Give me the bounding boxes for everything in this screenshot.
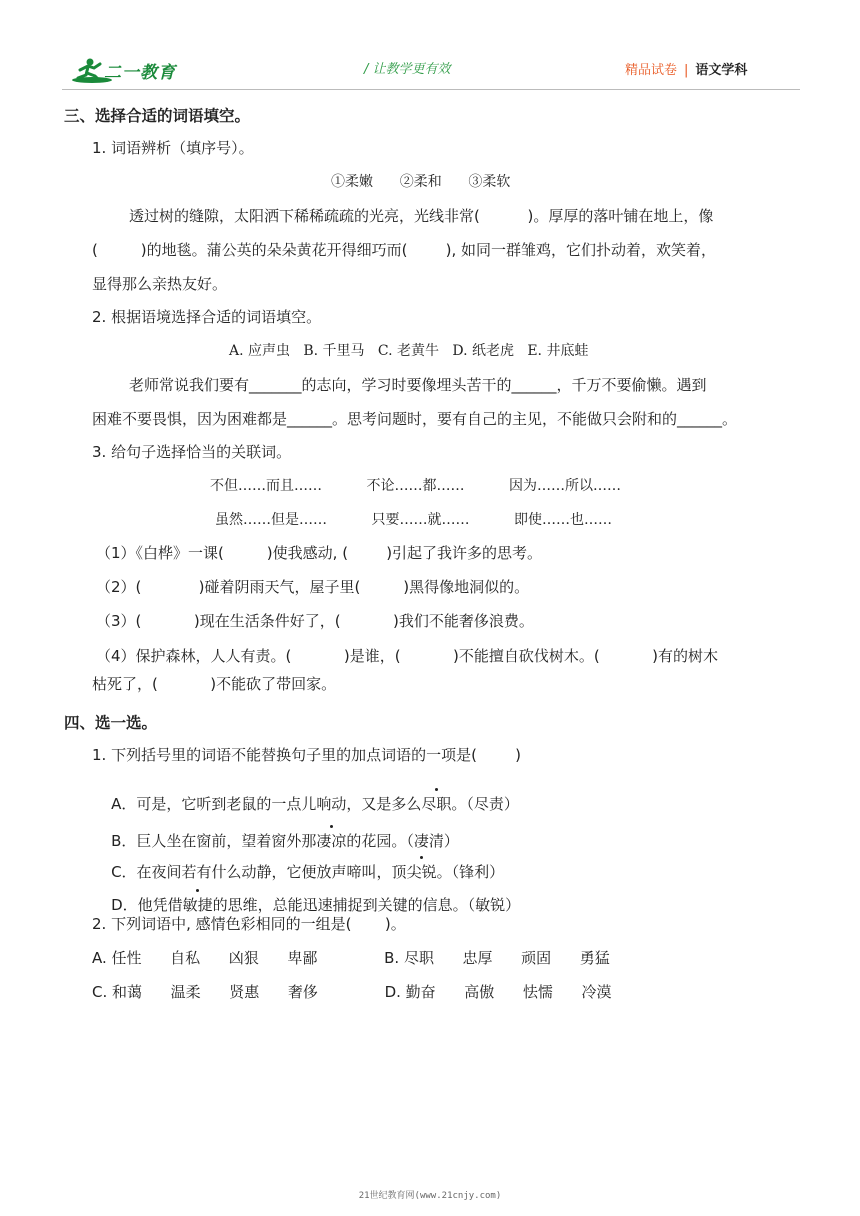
question-3-2-prompt: 2. 根据语境选择合适的词语填空。 bbox=[92, 308, 322, 326]
page-header bbox=[0, 0, 860, 95]
question-3-2-text-line2: 困难不要畏惧，因为困难都是______。思考问题时，要有自己的主见，不能做只会附和的______。 bbox=[92, 410, 738, 428]
question-4-2-prompt: 2. 下列词语中, 感情色彩相同的一组是( )。 bbox=[92, 915, 406, 933]
header-subject: 语文学科 bbox=[695, 63, 748, 78]
section-title-4: 四、选一选。 bbox=[64, 714, 158, 732]
question-3-3-options-row1: 不但……而且…… 不论……都…… 因为……所以…… bbox=[210, 478, 622, 494]
question-3-3-options-row2: 虽然……但是…… 只要……就…… 即使……也…… bbox=[215, 512, 613, 528]
header-separator: | bbox=[684, 63, 689, 78]
question-3-2-text-line1: 老师常说我们要有_______的志向，学习时要像埋头苦干的______，千万不要偷懒。遇到 bbox=[129, 376, 707, 394]
question-3-1-text-line2: ( )的地毯。蒲公英的朵朵黄花开得细巧而( ), 如同一群雏鸡，它们扑动着，欢笑着， bbox=[92, 241, 717, 259]
header-right bbox=[625, 59, 747, 78]
header-slogan: / 让教学更有效 bbox=[364, 62, 451, 77]
option-b-suffix: 的花园。（凄清） bbox=[346, 832, 459, 850]
question-4-2-options-row2: C. 和蔼 温柔 贤惠 奢侈 D. 勤奋 高傲 怯懦 冷漠 bbox=[92, 983, 612, 1001]
question-3-3-sentence-1: （1）《白桦》一课( )使我感动, ( )引起了我许多的思考。 bbox=[96, 544, 543, 562]
question-3-3-sentence-3: （3）( )现在生活条件好了，( )我们不能奢侈浪费。 bbox=[96, 612, 534, 630]
option-b-dotted-word: 凄凉 bbox=[316, 832, 347, 850]
question-4-1-prompt: 1. 下列括号里的词语不能替换句子里的加点词语的一项是( ) bbox=[92, 746, 521, 764]
question-3-1-options: ①柔嫩 ②柔和 ③柔软 bbox=[331, 174, 511, 190]
option-c-dotted-word: 尖锐 bbox=[406, 863, 437, 881]
logo-text: 二一教育 bbox=[104, 63, 176, 83]
option-d-text: D．他凭借 bbox=[111, 896, 183, 914]
question-3-1-text-line1: 透过树的缝隙，太阳洒下稀稀疏疏的光亮，光线非常( )。厚厚的落叶铺在地上，像 bbox=[129, 207, 714, 225]
question-3-3-sentence-4-line1: （4）保护森林，人人有责。( )是谁，( )不能擅自砍伐树木。( )有的树木 bbox=[96, 647, 719, 665]
option-c-text: C．在夜间若有什么动静，它便放声啼叫，顶 bbox=[111, 863, 407, 881]
option-c-suffix: 。（锋利） bbox=[436, 863, 505, 881]
question-4-2-options-row1: A. 任性 自私 凶狠 卑鄙 B. 尽职 忠厚 顽固 勇猛 bbox=[92, 949, 610, 967]
header-label: 精品试卷 bbox=[625, 63, 678, 78]
question-3-3-sentence-2: （2）( )碰着阴雨天气，屋子里( )黑得像地洞似的。 bbox=[96, 578, 530, 596]
question-3-3-prompt: 3. 给句子选择恰当的关联词。 bbox=[92, 443, 292, 461]
option-d-dotted-word: 敏捷 bbox=[182, 896, 213, 914]
question-3-1-prompt: 1. 词语辨析（填序号）。 bbox=[92, 139, 254, 157]
question-3-2-options: A. 应声虫 B. 千里马 C. 老黄牛 D. 纸老虎 E. 井底蛙 bbox=[229, 343, 589, 359]
option-a-suffix: 。（尽责） bbox=[451, 795, 519, 813]
header-divider bbox=[62, 89, 800, 90]
option-a-text: A．可是，它听到老鼠的一点儿响动，又是多么 bbox=[111, 795, 422, 813]
question-3-3-sentence-4-line2: 枯死了，( )不能砍了带回家。 bbox=[92, 675, 337, 693]
option-a-dotted-word: 尽职 bbox=[421, 795, 452, 813]
page-footer: 21世纪教育网(www.21cnjy.com) bbox=[358, 1191, 502, 1201]
option-d-suffix: 的思维，总能迅速捕捉到关键的信息。（敏锐） bbox=[212, 896, 521, 914]
question-3-1-text-line3: 显得那么亲热友好。 bbox=[92, 275, 228, 293]
section-title-3: 三、选择合适的词语填空。 bbox=[64, 107, 251, 125]
option-b-text: B．巨人坐在窗前，望着窗外那 bbox=[111, 832, 317, 850]
